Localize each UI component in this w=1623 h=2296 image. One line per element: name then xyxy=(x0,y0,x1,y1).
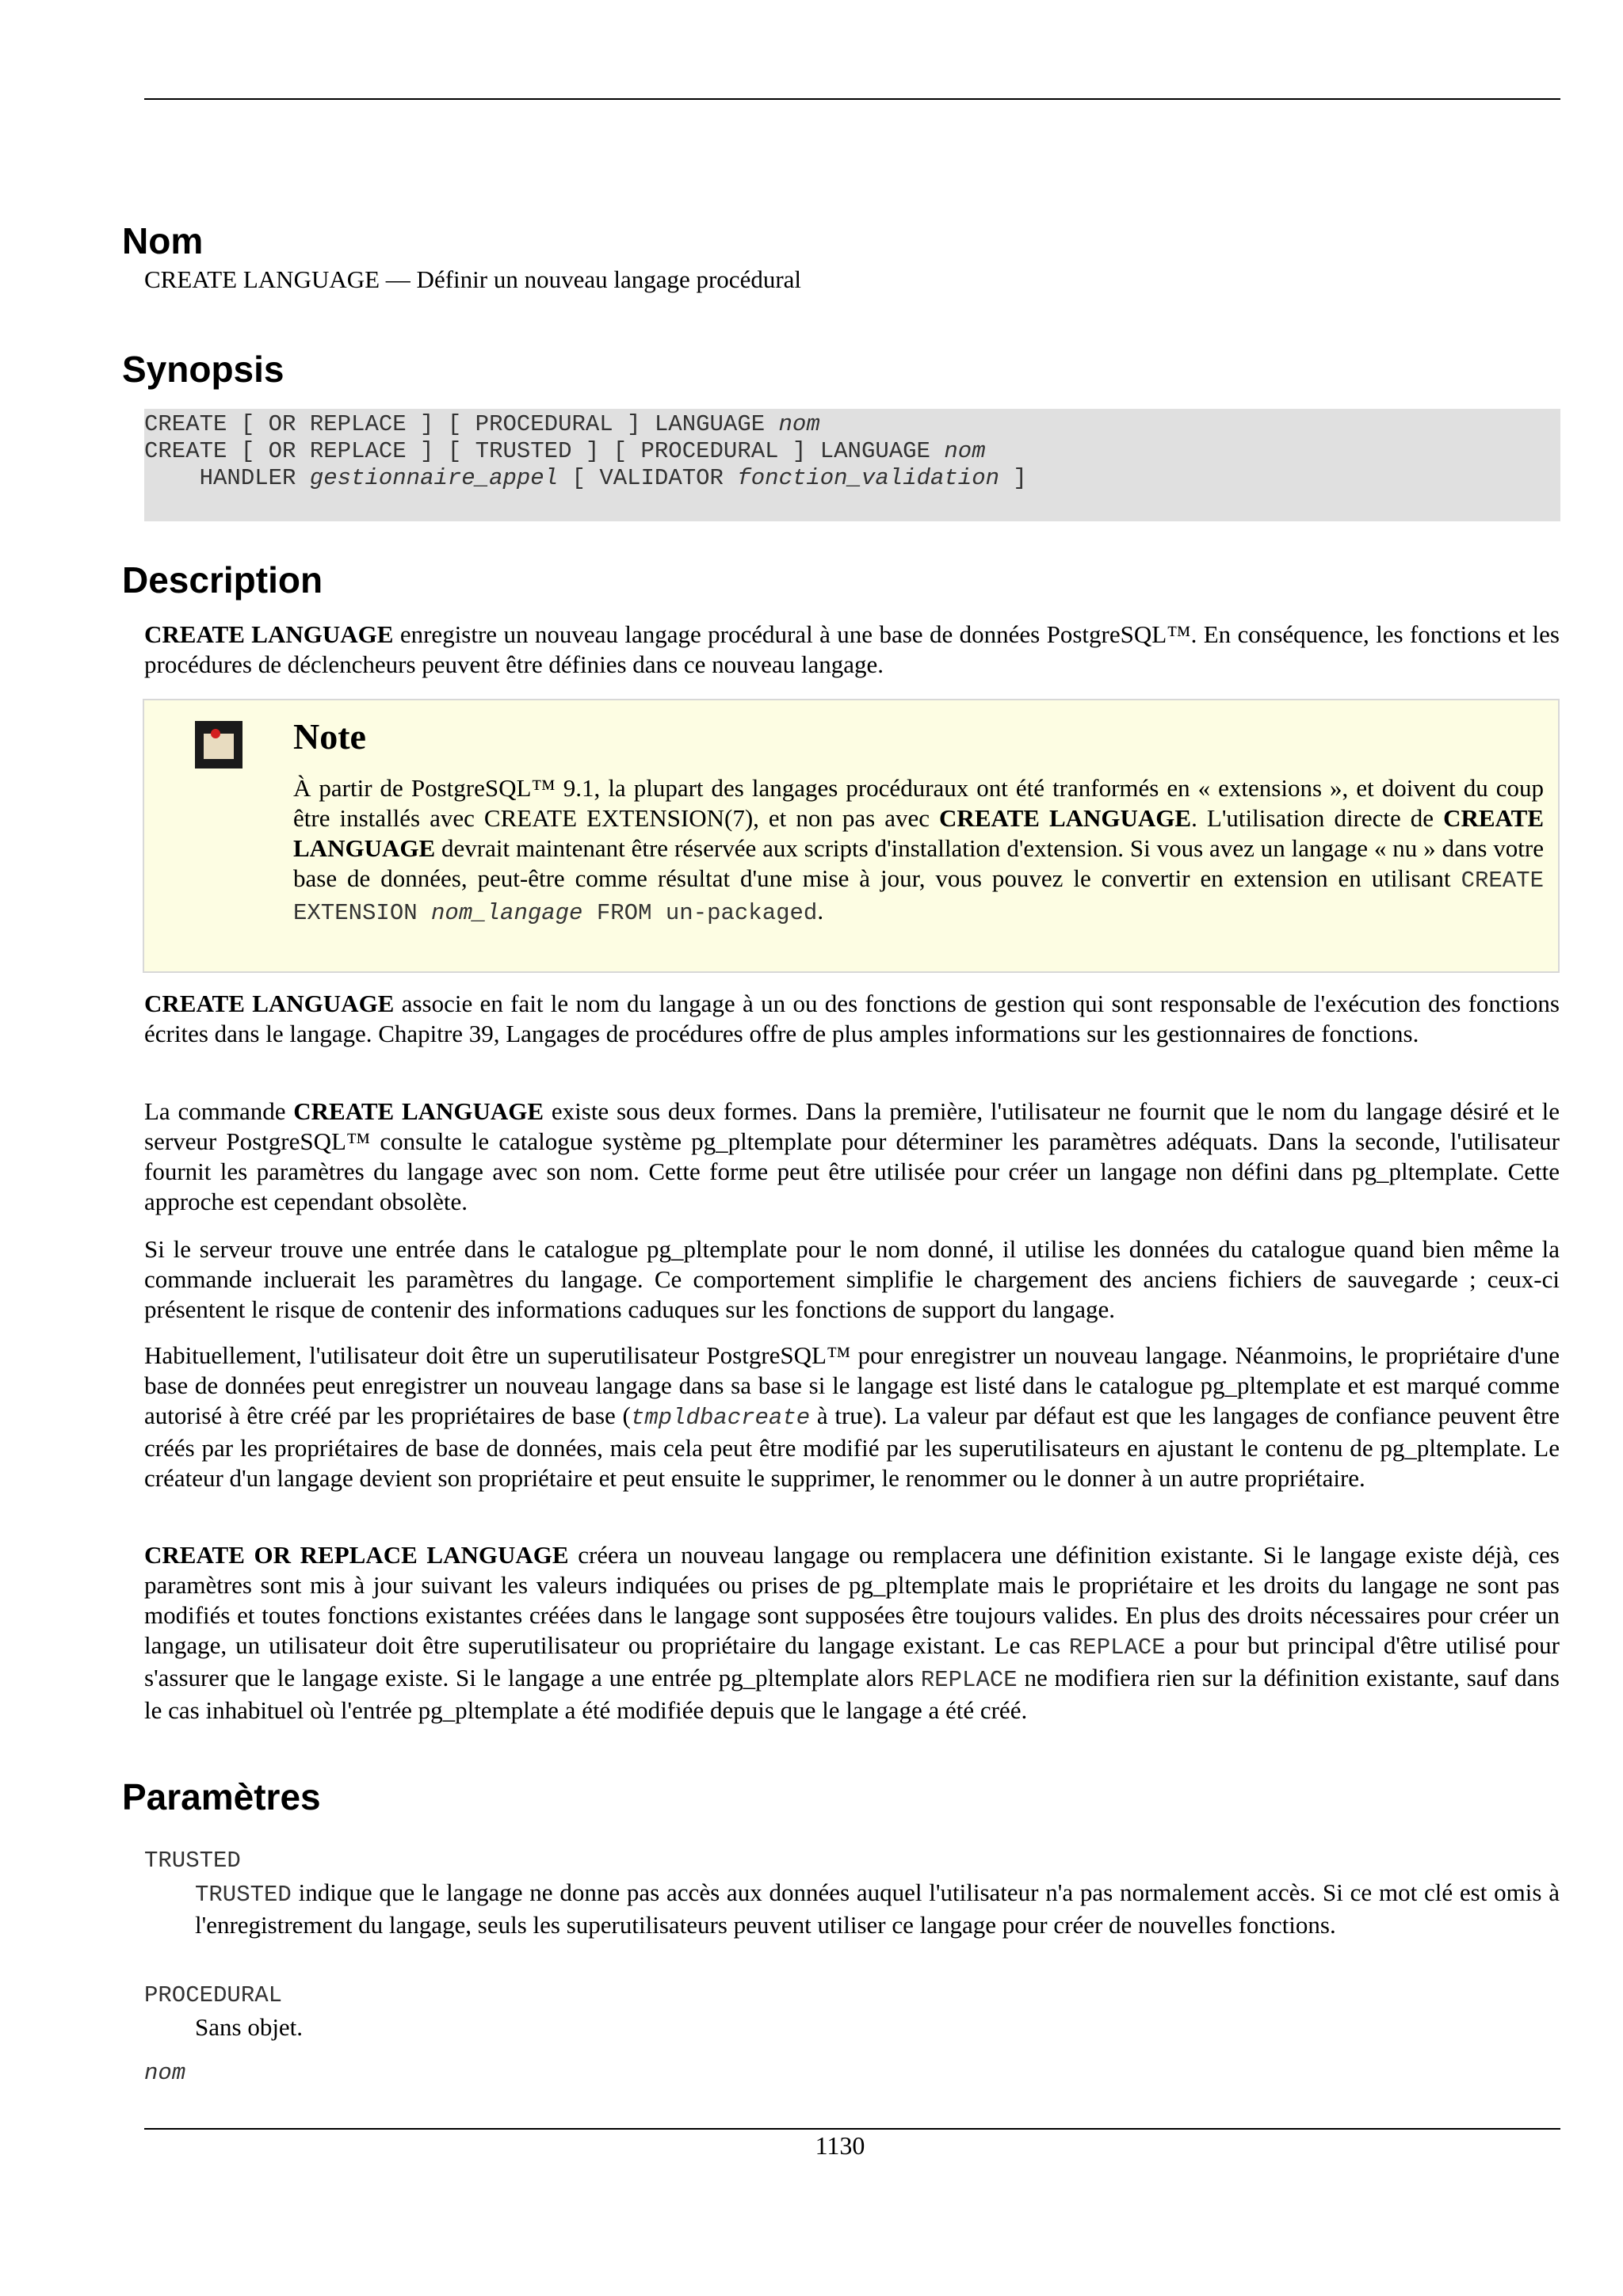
note-body: À partir de PostgreSQL™ 9.1, la plupart des langages procéduraux ont été tranformés en « extensions », et doivent du coup être installés avec CREATE EXTENSION(7), et non pas avec CREATE LANGUAGE. L'utilisation directe de CREATE LANGUAGE devrait maintenant être réservée aux scripts d'installation d'extension. Si vous avez un langage « nu » dans votre base de données, peut-être comme résultat d'une mise à jour, vous pouvez le convertir en extension en utilisant CREATE EXTENSION nom_langage FROM un-packaged. xyxy=(293,774,1545,926)
param-term-trusted: TRUSTED xyxy=(144,1848,241,1874)
param-term-procedural: PROCEDURAL xyxy=(144,1982,283,2008)
synopsis-code: CREATE [ OR REPLACE ] [ PROCEDURAL ] LANGUAGE nom CREATE [ OR REPLACE ] [ TRUSTED ] [ PROCEDURAL ] LANGUAGE nom HANDLER gestionnaire_appel [ VALIDATOR fonction_validation ] xyxy=(144,411,1027,491)
param-def-procedural: Sans objet. xyxy=(195,2013,304,2041)
description-paragraph-2: CREATE LANGUAGE associe en fait le nom du langage à un ou des fonctions de gestion qui sont responsable de l'exécution des fonctions écrites dans le langage. Chapitre 39, Langages de procédures offre de plus amples informations sur les gestionnaires de fonctions. xyxy=(144,990,1560,1047)
refname-line: CREATE LANGUAGE — Définir un nouveau langage procédural xyxy=(144,265,802,293)
description-paragraph-4: Si le serveur trouve une entrée dans le catalogue pg_pltemplate pour le nom donné, il utilise les données du catalogue quand bien même la commande incluerait les paramètres du langage. Ce comportement simplifie le chargement des anciens fichiers de sauvegarde ; ceux-ci présentent le risque de contenir des informations caduques sur les fonctions de support du langage. xyxy=(144,1235,1560,1323)
note-box xyxy=(143,699,1560,973)
page-number: 1130 xyxy=(815,2131,865,2160)
param-term-nom: nom xyxy=(144,2060,186,2086)
footer-rule xyxy=(144,2128,1560,2130)
description-paragraph-3: La commande CREATE LANGUAGE existe sous deux formes. Dans la première, l'utilisateur ne fournit que le nom du langage désiré et le serveur PostgreSQL™ consulte le catalogue système pg_pltemplate pour déterminer les paramètres adéquats. Dans la seconde, l'utilisateur fournit les paramètres du langage avec son nom. Cette forme peut être utilisée pour créer un langage non défini dans pg_pltemplate. Cette approche est cependant obsolète. xyxy=(144,1097,1560,1215)
section-heading-description: Description xyxy=(122,559,323,601)
header-rule xyxy=(144,98,1560,100)
note-icon xyxy=(195,721,242,769)
section-heading-parametres: Paramètres xyxy=(122,1776,321,1817)
note-title: Note xyxy=(293,716,366,757)
synopsis-block xyxy=(144,409,1560,521)
section-heading-synopsis: Synopsis xyxy=(122,349,285,390)
description-paragraph-1: CREATE LANGUAGE enregistre un nouveau langage procédural à une base de données PostgreSQL™. En conséquence, les fonctions et les procédures de déclencheurs peuvent être définies dans ce nouveau langage. xyxy=(144,620,1560,678)
description-paragraph-6: CREATE OR REPLACE LANGUAGE créera un nouveau langage ou remplacera une définition existante. Si le langage existe déjà, ces paramètres sont mis à jour suivant les valeurs indiquées ou prises de pg_pltemplate mais le propriétaire et les droits du langage ne sont pas modifiés et toutes fonctions existantes créées dans le langage sont supposées être toujours valides. En plus des droits nécessaires pour créer un langage, un utilisateur doit être superutilisateur ou propriétaire du langage existant. Le cas REPLACE a pour but principal d'être utilisé pour s'assurer que le langage existe. Si le langage a une entrée pg_pltemplate alors REPLACE ne modifiera rien sur la définition existante, sauf dans le cas inhabituel où l'entrée pg_pltemplate a été modifiée depuis que le langage a été créé. xyxy=(144,1541,1560,1724)
section-heading-nom: Nom xyxy=(122,220,204,261)
description-paragraph-5: Habituellement, l'utilisateur doit être un superutilisateur PostgreSQL™ pour enregistrer un nouveau langage. Néanmoins, le propriétaire d'une base de données peut enregistrer un nouveau langage dans sa base si le langage est listé dans le catalogue pg_pltemplate et est marqué comme autorisé à être créé par les propriétaires de base (tmpldbacreate à true). La valeur par défaut est que les langages de confiance peuvent être créés par les propriétaires de base de données, mais cela peut être modifié par les superutilisateurs en ajustant le contenu de pg_pltemplate. Le créateur d'un langage devient son propriétaire et peut ensuite le supprimer, le renommer ou le donner à un autre propriétaire. xyxy=(144,1341,1560,1492)
param-def-trusted: TRUSTED indique que le langage ne donne pas accès aux données auquel l'utilisateur n'a pas normalement accès. Si ce mot clé est omis à l'enregistrement du langage, seuls les superutilisateurs peuvent utiliser ce langage pour créer de nouvelles fonctions. xyxy=(195,1878,1560,1939)
